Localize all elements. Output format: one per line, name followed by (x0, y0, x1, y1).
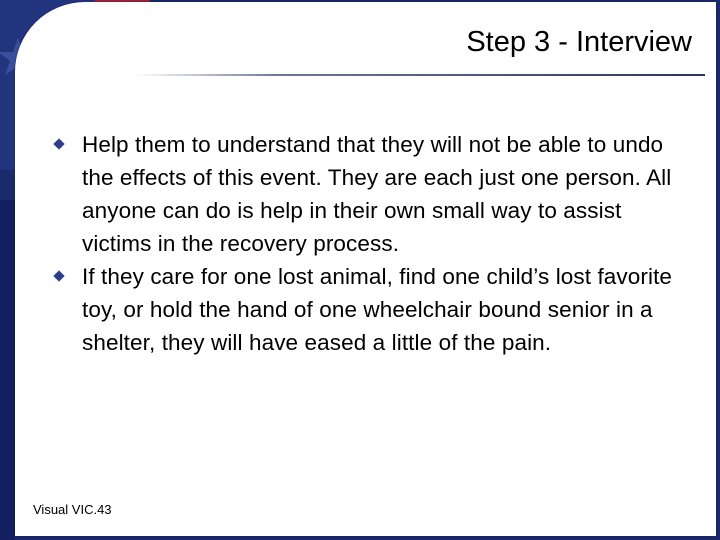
bullet-item (52, 128, 692, 260)
diamond-bullet-icon (53, 138, 64, 149)
bullet-text: If they care for one lost animal, find one child’s lost favorite toy, or hold the hand of one wheelchair bound senior in a shelter, they will have eased a little of the pain. (82, 264, 673, 355)
bullet-list (52, 128, 692, 359)
bullet-item (52, 260, 692, 359)
title-divider (135, 74, 705, 76)
bullet-text: Help them to understand that they will not be able to undo the effects of this event. They are each just one person. All anyone can do is help in their own small way to assist victims in the recovery process. (82, 132, 672, 256)
slide-title: Step 3 - Interview (466, 26, 692, 58)
slide-footer: Visual VIC.43 (33, 502, 112, 517)
diamond-bullet-icon (53, 270, 64, 281)
